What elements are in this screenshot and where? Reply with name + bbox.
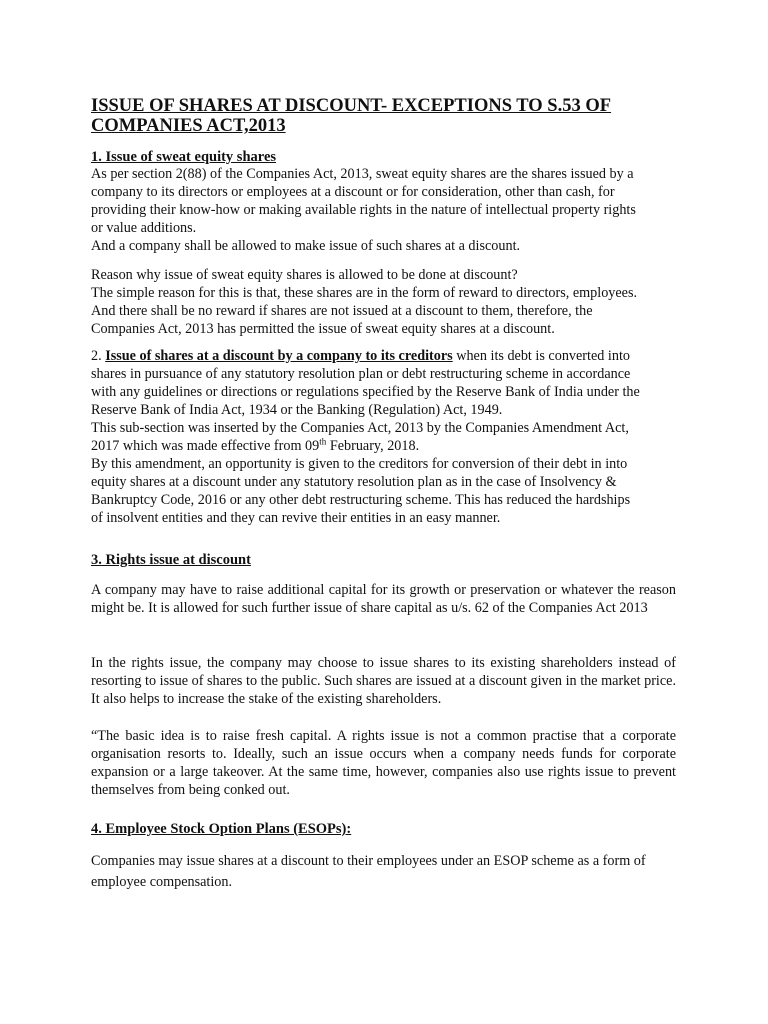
section-3-paragraph-1: A company may have to raise additional capital for its growth or preservation or whatever the reason might be. It is allowed for such further issue of share capital as u/s. 62 of the Companies Act 2013 xyxy=(91,582,676,616)
text-line: Bankruptcy Code, 2016 or any other debt restructuring scheme. This has reduced the hardships xyxy=(91,492,631,508)
text-line: Companies Act, 2013 has permitted the issue of sweat equity shares at a discount. xyxy=(91,321,555,337)
section-2-lead: Issue of shares at a discount by a company to its creditors xyxy=(105,348,453,364)
text-line: The simple reason for this is that, these shares are in the form of reward to directors, employees. xyxy=(91,285,638,301)
section-1-paragraph-1 xyxy=(91,165,676,255)
text-line: And a company shall be allowed to make issue of such shares at a discount. xyxy=(91,238,521,254)
text-line xyxy=(91,347,676,365)
date-line-post: February, 2018. xyxy=(326,438,420,454)
text-line xyxy=(91,437,676,455)
text-line: providing their know-how or making available rights in the nature of intellectual property rights xyxy=(91,202,636,218)
text-line: shares in pursuance of any statutory resolution plan or debt restructuring scheme in accordance xyxy=(91,366,631,382)
section-3-paragraph-3: “The basic idea is to raise fresh capital. A rights issue is not a common practise that a corporate organisation resorts to. Ideally, such an issue occurs when a company needs funds for corporate expansion or a large takeover. At the same time, however, companies also use rights issue to prevent themselves from being conked out. xyxy=(91,728,676,798)
text-line: This sub-section was inserted by the Companies Act, 2013 by the Companies Amendment Act, xyxy=(91,420,629,436)
text-line: with any guidelines or directions or regulations specified by the Reserve Bank of India under the xyxy=(91,384,640,400)
text-line: of insolvent entities and they can revive their entities in an easy manner. xyxy=(91,510,501,526)
text-line: company to its directors or employees at a discount or for consideration, other than cash, for xyxy=(91,184,615,200)
date-line-sup: th xyxy=(319,436,327,447)
text-line: By this amendment, an opportunity is given to the creditors for conversion of their debt in into xyxy=(91,456,628,472)
date-line-pre: 2017 which was made effective from 09 xyxy=(91,438,320,454)
section-2-paragraph xyxy=(91,347,676,527)
text-line: or value additions. xyxy=(91,220,197,236)
text-line: Reason why issue of sweat equity shares is allowed to be done at discount? xyxy=(91,267,518,283)
document-title: ISSUE OF SHARES AT DISCOUNT- EXCEPTIONS TO S.53 OF COMPANIES ACT,2013 xyxy=(91,96,612,136)
section-2-lead-rest: when its debt is converted into xyxy=(452,348,630,364)
section-4-paragraph-1: Companies may issue shares at a discount to their employees under an ESOP scheme as a form of employee compensation. xyxy=(91,853,646,890)
section-3-paragraph-2: In the rights issue, the company may choose to issue shares to its existing shareholders instead of resorting to issue of shares to the public. Such shares are issued at a discount given in the market price. It also helps to increase the stake of the existing shareholders. xyxy=(91,655,676,707)
section-1-heading: 1. Issue of sweat equity shares xyxy=(91,149,277,165)
text-line: And there shall be no reward if shares are not issued at a discount to them, therefore, the xyxy=(91,303,593,319)
section-4-heading: 4. Employee Stock Option Plans (ESOPs): xyxy=(91,821,352,837)
text-line: Reserve Bank of India Act, 1934 or the Banking (Regulation) Act, 1949. xyxy=(91,402,503,418)
text-line: As per section 2(88) of the Companies Act, 2013, sweat equity shares are the shares issued by a xyxy=(91,166,634,182)
section-2-number: 2. xyxy=(91,348,102,364)
text-line: equity shares at a discount under any statutory resolution plan as in the case of Insolvency & xyxy=(91,474,617,490)
section-3-heading: 3. Rights issue at discount xyxy=(91,552,251,568)
section-1-paragraph-2 xyxy=(91,266,676,338)
